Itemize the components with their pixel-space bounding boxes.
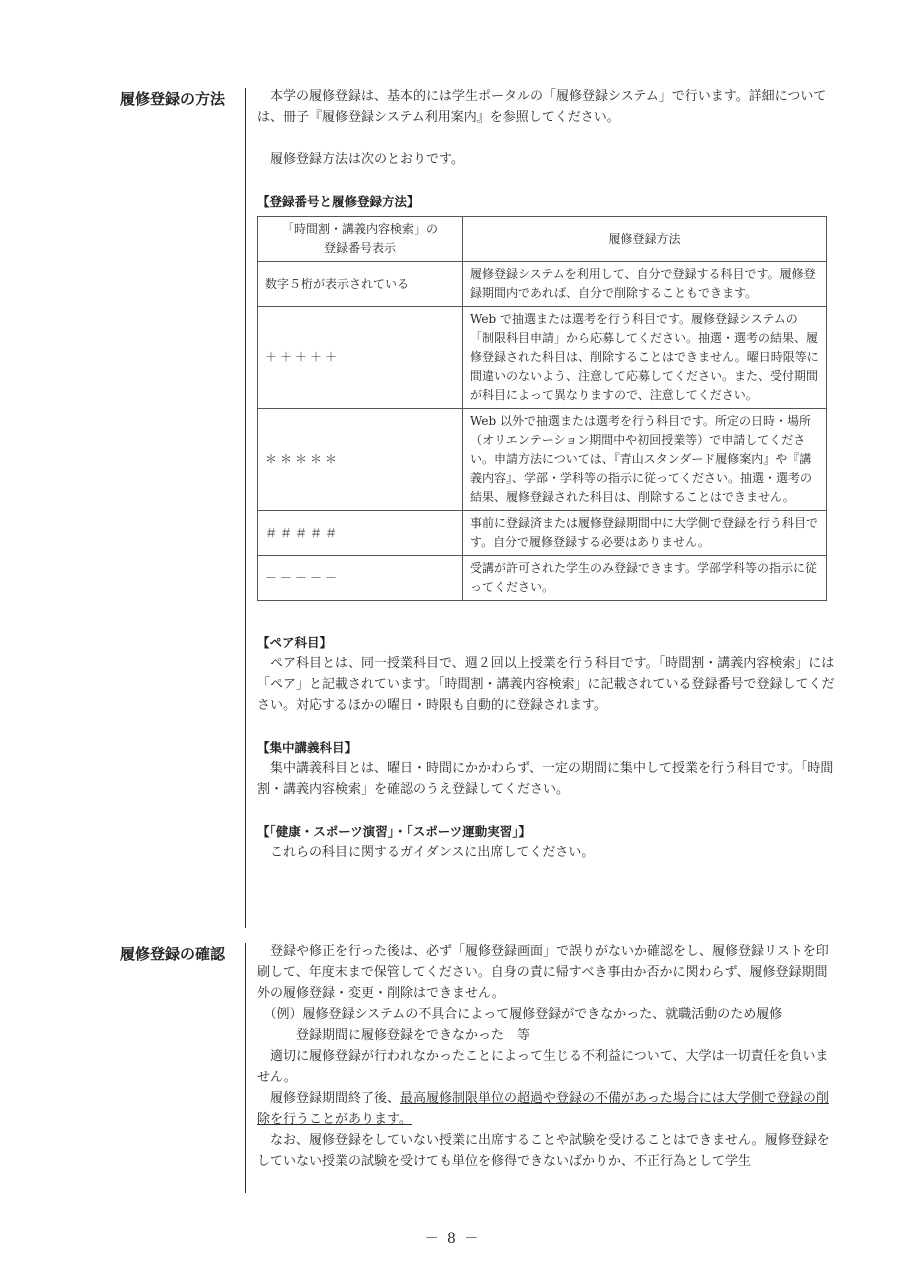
table-row [258,511,827,556]
attendance-paragraph: なお、履修登録をしていない授業に出席することや試験を受けることはできません。履修登録をしていない授業の試験を受けても単位を修得できないばかりか、不正行為として学生 [257,1133,830,1169]
table-row [258,262,827,307]
table-cell-code: ＋＋＋＋＋ [258,307,463,409]
registration-confirmation-content [257,941,837,1172]
registration-code-table [257,216,827,601]
table-header-row [258,217,827,262]
intro-paragraph: 本学の履修登録は、基本的には学生ポータルの「履修登録システム」で行います。詳細については、冊子『履修登録システム利用案内』を参照してください。 [257,89,827,125]
table-cell-code: 数字５桁が表示されている [258,262,463,307]
section-heading-registration-method: 履修登録の方法 [120,90,226,108]
table-cell-code: ＊＊＊＊＊ [258,409,463,511]
table-title: 【登録番号と履修登録方法】 [257,194,420,209]
table-cell-method: 受講が許可された学生のみ登録できます。学部学科等の指示に従ってください。 [463,556,827,601]
table-cell-method: 事前に登録済または履修登録期間中に大学側で登録を行う科目です。自分で履修登録する必要はありません。 [463,511,827,556]
table-header-code: 「時間割・講義内容検索」の 登録番号表示 [258,217,463,262]
page-number: － 8 － [424,1231,481,1247]
intensive-subject-text: 集中講義科目とは、曜日・時間にかかわらず、一定の期間に集中して授業を行う科目です。「時間割・講義内容検索」を確認のうえ登録してください。 [257,761,834,797]
deletion-underlined-text: 最高履修制限単位の超過や登録の不備があった場合には大学側で登録の削除を行うことがあります。 [257,1091,829,1127]
sports-subject-title: 【「健康・スポーツ演習」・「スポーツ運動実習」】 [257,824,532,839]
section-divider-line [245,943,246,1193]
sports-subject-text: これらの科目に関するガイダンスに出席してください。 [270,845,595,860]
table-row [258,409,827,511]
table-cell-method: 履修登録システムを利用して、自分で登録する科目です。履修登録期間内であれば、自分で削除することもできます。 [463,262,827,307]
table-row [258,556,827,601]
intro-method-paragraph: 履修登録方法は次のとおりです。 [270,152,464,167]
table-header-method: 履修登録方法 [463,217,827,262]
table-row [258,307,827,409]
intensive-subject-title: 【集中講義科目】 [257,740,358,755]
liability-paragraph: 適切に履修登録が行われなかったことによって生じる不利益について、大学は一切責任を負いません。 [257,1049,829,1085]
example-line-continued: 登録期間に履修登録をできなかった 等 [296,1028,531,1043]
table-cell-method: Web 以外で抽選または選考を行う科目です。所定の日時・場所（オリエンテーション期間中や初回授業等）で申請してください。申請方法については、『青山スタンダード履修案内』や『講義内容』、学部・学科等の指示に従ってください。抽選・選考の結果、履修登録された科目は、削除することはできません。 [463,409,827,511]
registration-method-content [257,86,837,863]
example-line: （例）履修登録システムの不具合によって履修登録ができなかった、就職活動のため履修 [263,1007,783,1022]
deletion-paragraph [257,1088,837,1130]
section-divider-line [245,88,246,928]
confirmation-paragraph: 登録や修正を行った後は、必ず「履修登録画面」で誤りがないか確認をし、履修登録リストを印刷して、年度末まで保管してください。自身の責に帰すべき事由か否かに関わらず、履修登録期間外の履修登録・変更・削除はできません。 [257,944,829,1001]
table-cell-code: －－－－－ [258,556,463,601]
table-cell-method: Web で抽選または選考を行う科目です。履修登録システムの「制限科目申請」から応募してください。抽選・選考の結果、履修登録された科目は、削除することはできません。曜日時限等に間違いのないよう、注意して応募してください。また、受付期間が科目によって異なりますので、注意してください。 [463,307,827,409]
table-cell-code: ＃＃＃＃＃ [258,511,463,556]
pair-subject-title: 【ペア科目】 [257,635,333,650]
deletion-lead-text: 履修登録期間終了後、 [270,1091,401,1106]
section-heading-registration-confirmation: 履修登録の確認 [120,945,226,963]
pair-subject-text: ペア科目とは、同一授業科目で、週２回以上授業を行う科目です。「時間割・講義内容検索」には「ペア」と記載されています。「時間割・講義内容検索」に記載されている登録番号で登録してください。対応するほかの曜日・時限も自動的に登録されます。 [257,656,835,713]
